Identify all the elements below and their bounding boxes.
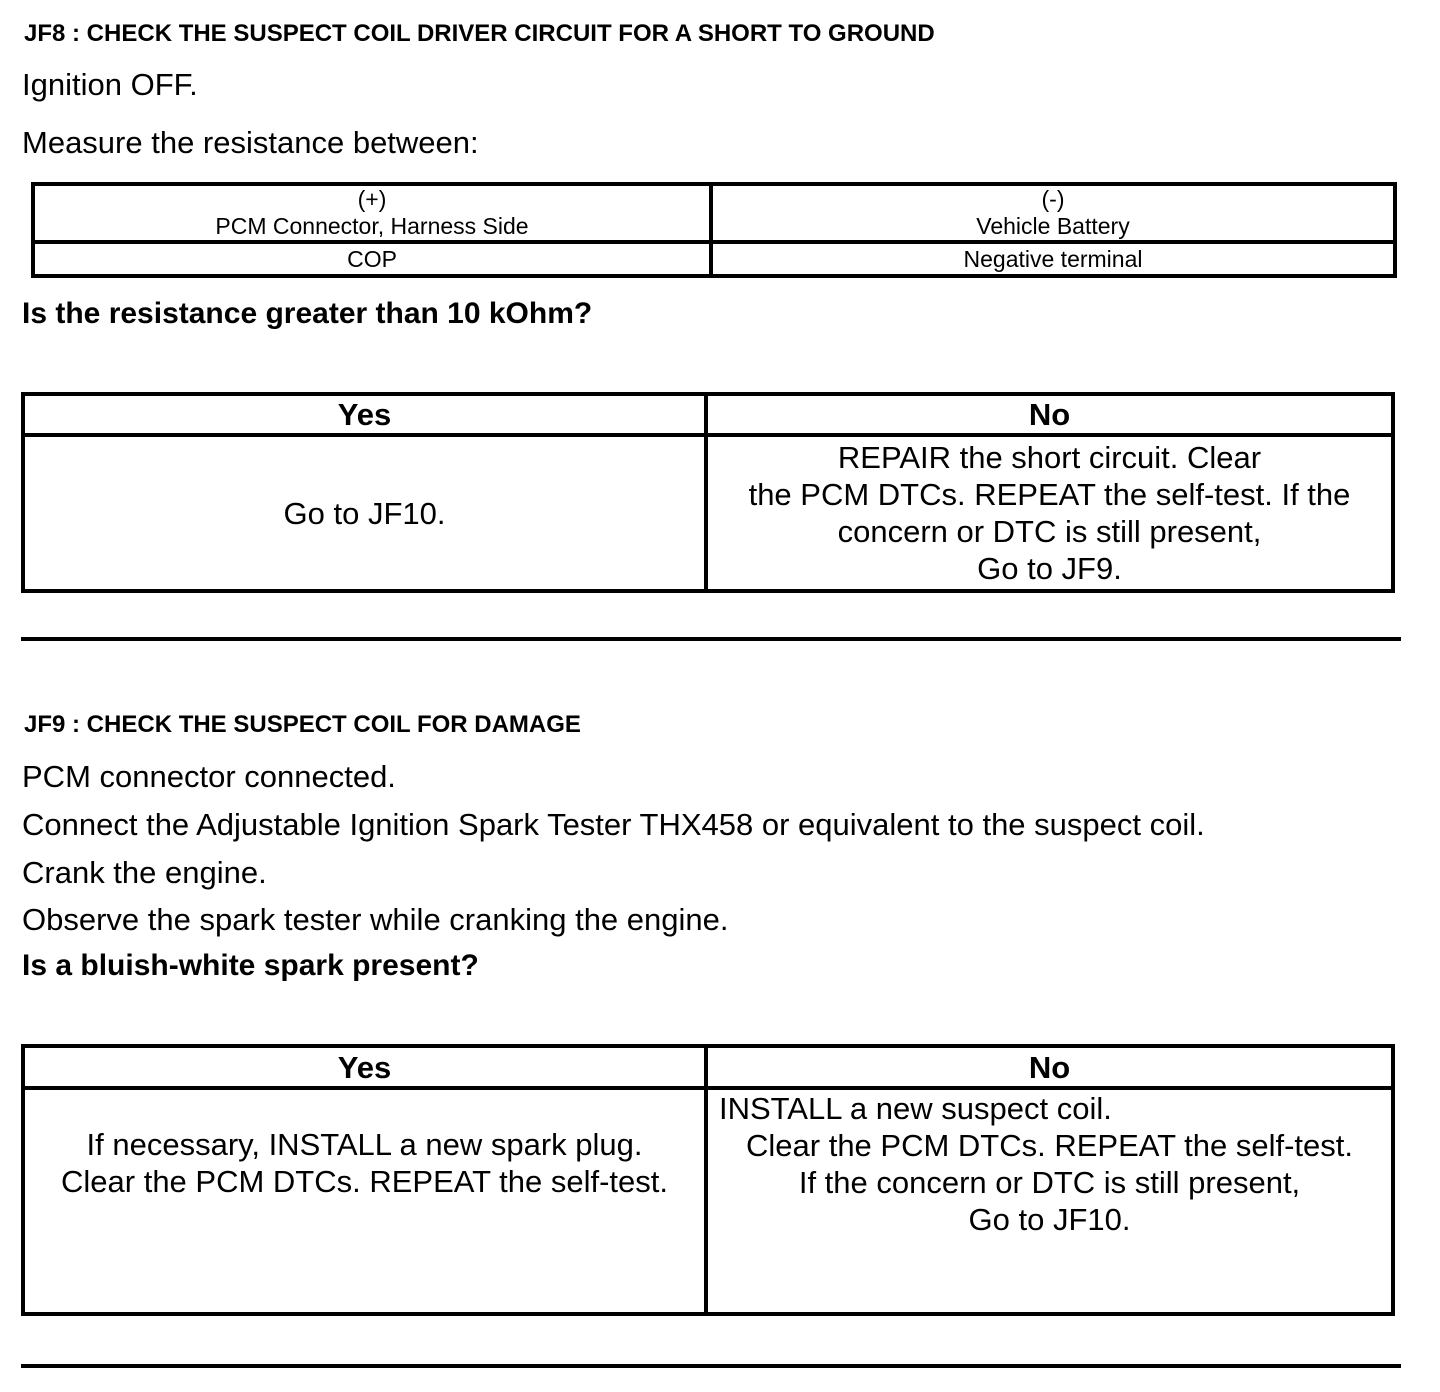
jf8-yes-header: Yes [23,394,706,435]
jf8-result-table [21,392,1395,593]
minus-symbol: (-) [1041,186,1065,212]
plus-label: PCM Connector, Harness Side [215,213,529,239]
measure-minus-value: Negative terminal [711,242,1395,276]
jf8-no-line: concern or DTC is still present, [837,514,1262,549]
section-divider [21,637,1401,641]
jf8-no-line: the PCM DTCs. REPEAT the self-test. If the [748,477,1351,512]
jf9-step: Observe the spark tester while cranking the engine. [22,902,729,937]
jf9-no-line: Clear the PCM DTCs. REPEAT the self-test. [746,1128,1353,1163]
jf8-no-line: Go to JF9. [977,551,1122,586]
jf9-title: JF9 : CHECK THE SUSPECT COIL FOR DAMAGE [24,711,581,738]
jf8-question: Is the resistance greater than 10 kOhm? [22,297,593,330]
jf9-question: Is a bluish-white spark present? [22,949,479,982]
jf8-measure-table [31,182,1397,278]
jf9-no-header: No [706,1046,1393,1088]
measure-minus-header [711,184,1395,242]
jf9-yes-header: Yes [23,1046,706,1088]
jf8-yes-cell: Go to JF10. [23,435,706,591]
jf9-yes-line: If necessary, INSTALL a new spark plug. [86,1127,643,1162]
jf8-no-line: REPAIR the short circuit. Clear [837,440,1262,475]
jf9-no-cell [706,1088,1393,1314]
jf8-no-header: No [706,394,1393,435]
jf9-no-line: If the concern or DTC is still present, [798,1165,1301,1200]
jf9-no-line: Go to JF10. [968,1202,1131,1237]
jf9-step: PCM connector connected. [22,759,396,794]
jf9-step: Crank the engine. [22,855,267,890]
measure-plus-header [33,184,711,242]
jf8-step-ignition: Ignition OFF. [22,67,198,102]
measure-plus-value: COP [33,242,711,276]
section-divider [21,1364,1401,1368]
jf8-step-measure: Measure the resistance between: [22,125,479,160]
jf9-yes-cell [23,1088,706,1314]
jf9-yes-line: Clear the PCM DTCs. REPEAT the self-test. [61,1164,668,1199]
jf9-step: Connect the Adjustable Ignition Spark Tester THX458 or equivalent to the suspect coil. [22,807,1205,842]
jf9-result-table [21,1044,1395,1316]
jf8-no-cell [706,435,1393,591]
minus-label: Vehicle Battery [976,213,1130,239]
jf9-no-line: INSTALL a new suspect coil. [719,1091,1112,1126]
plus-symbol: (+) [357,186,387,212]
jf8-title: JF8 : CHECK THE SUSPECT COIL DRIVER CIRCUIT FOR A SHORT TO GROUND [24,20,935,47]
